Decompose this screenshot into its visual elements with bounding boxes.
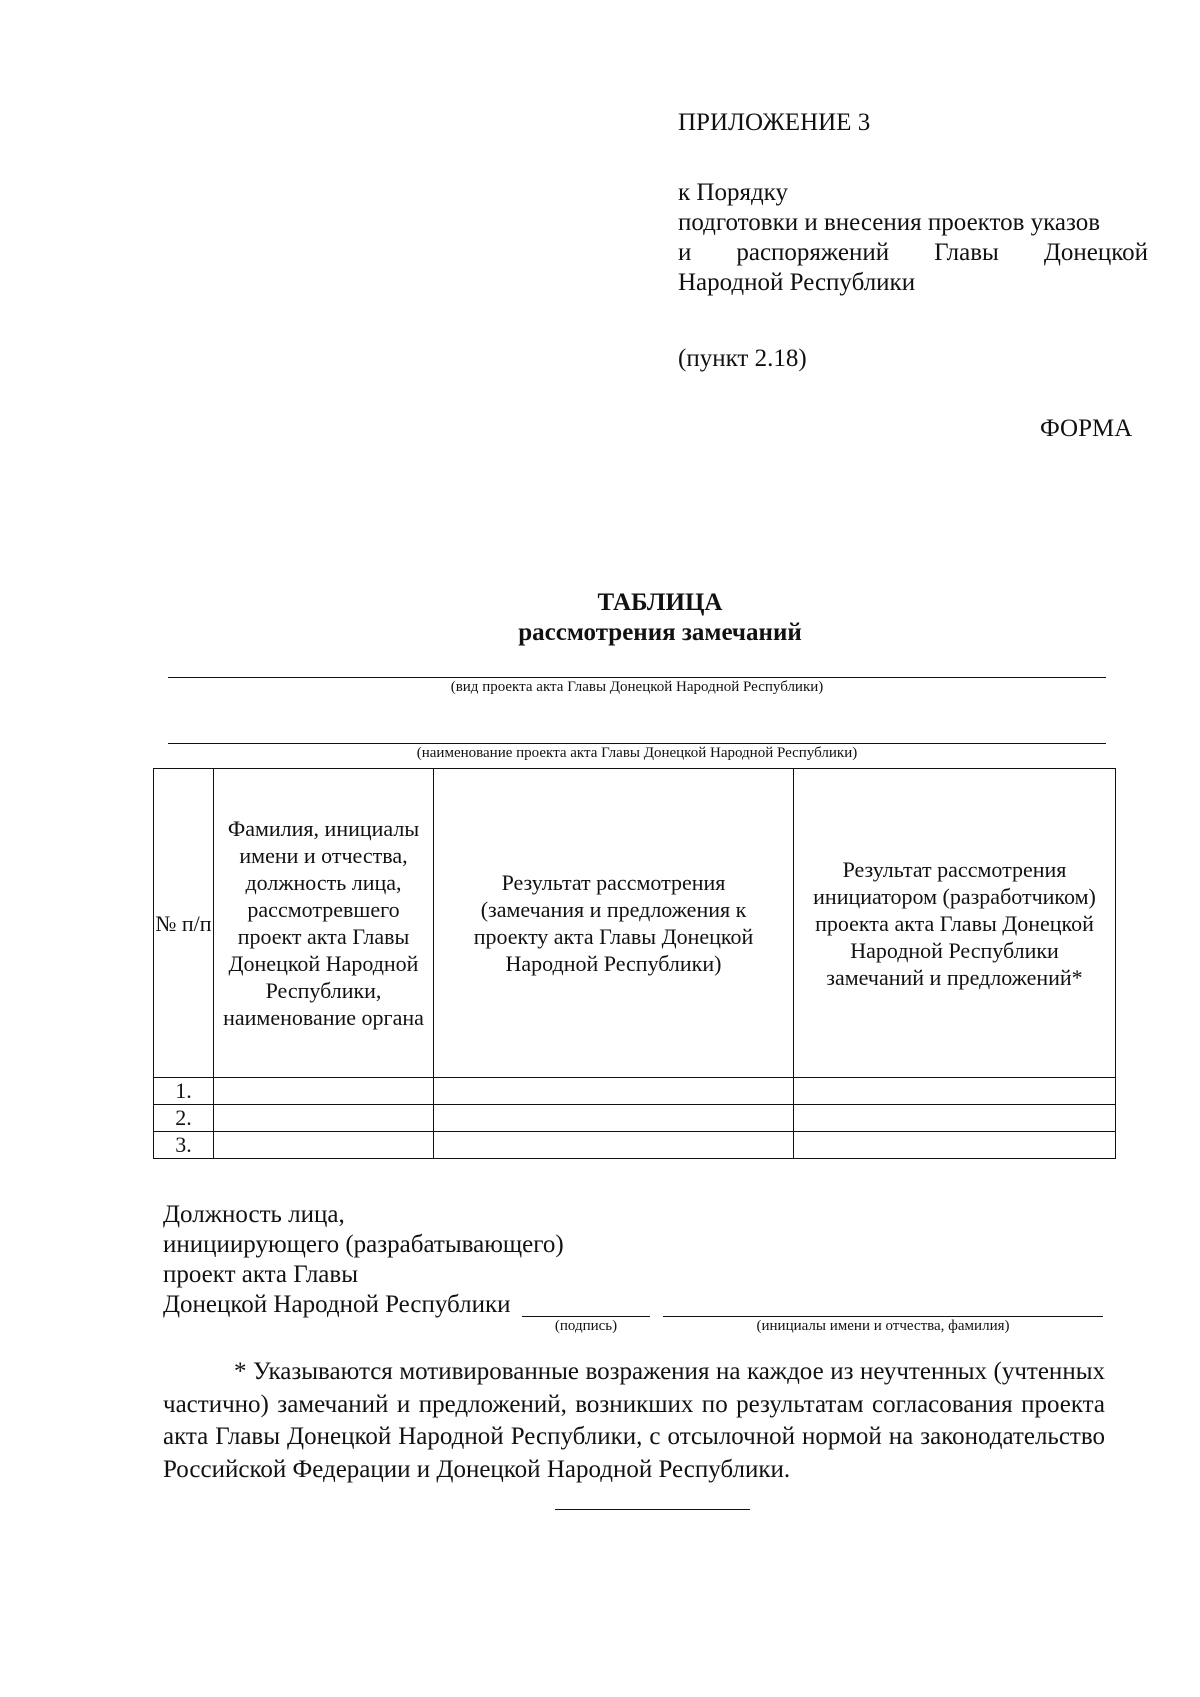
name-caption: (инициалы имени и отчества, фамилия) — [756, 1318, 1010, 1334]
form-label: ФОРМА — [1040, 415, 1133, 442]
header-initiator-result — [794, 769, 1116, 1078]
table-cell — [434, 1132, 794, 1159]
table-row — [154, 1078, 1116, 1105]
header-review-result-label: Результат рассмотрения (замечания и предложения к проекту акта Главы Донецкой Народной Республики) — [473, 870, 754, 976]
heading-subtitle: рассмотрения замечаний — [518, 619, 802, 646]
closing-separator — [555, 1509, 750, 1510]
heading-title: ТАБЛИЦА — [597, 589, 723, 616]
header-number — [154, 769, 214, 1078]
table-cell — [214, 1078, 434, 1105]
position-line: Донецкой Народной Республики — [163, 1291, 511, 1318]
row-number: 3. — [154, 1132, 214, 1159]
row-number: 1. — [154, 1078, 214, 1105]
footnote: * Указываются мотивированные возражения на каждое из неучтенных (учтенных частично) замечаний и предложений, возникших по результатам согласования проекта акта Главы Донецкой Народной Республики, с отсылочной нормой на законодательство Российской Федерации и Донецкой Народной Республики. — [163, 1358, 1105, 1483]
act-type-caption: (вид проекта акта Главы Донецкой Народной Республики) — [450, 679, 824, 695]
header-review-result — [434, 769, 794, 1078]
position-line: проект акта Главы — [163, 1261, 359, 1288]
appendix-clause: (пункт 2.18) — [678, 345, 807, 372]
table-cell — [794, 1105, 1116, 1132]
remarks-table — [153, 768, 1116, 1159]
signature-caption: (подпись) — [554, 1318, 618, 1334]
table-cell — [794, 1132, 1116, 1159]
table-header-row — [154, 769, 1116, 1078]
header-initiator-result-label: Результат рассмотрения инициатором (разработчиком) проекта акта Главы Донецкой Народной Республики замечаний и предложений* — [813, 856, 1096, 990]
header-reviewer — [214, 769, 434, 1078]
table-cell — [214, 1105, 434, 1132]
table-row — [154, 1132, 1116, 1159]
signatory-position — [163, 1200, 564, 1320]
table-cell — [434, 1105, 794, 1132]
header-reviewer-label: Фамилия, инициалы имени и отчества, должность лица, рассмотревшего проект акта Главы Донецкой Народной Республики, наименование органа — [223, 816, 424, 1030]
appendix-title: ПРИЛОЖЕНИЕ 3 — [678, 109, 871, 136]
appendix-ref-line: к Порядку — [678, 179, 788, 206]
table-cell — [434, 1078, 794, 1105]
position-line: инициирующего (разрабатывающего) — [163, 1231, 564, 1258]
table-row — [154, 1105, 1116, 1132]
table-cell — [214, 1132, 434, 1159]
appendix-reference — [678, 178, 1148, 298]
appendix-ref-line: Народной Республики — [678, 269, 916, 296]
row-number: 2. — [154, 1105, 214, 1132]
header-number-label: № п/п — [155, 910, 212, 936]
appendix-ref-line: подготовки и внесения проектов указов — [678, 209, 1101, 236]
position-line: Должность лица, — [163, 1201, 345, 1228]
appendix-ref-line: и распоряжений Главы Донецкой — [678, 239, 1148, 266]
table-cell — [794, 1078, 1116, 1105]
act-name-caption: (наименование проекта акта Главы Донецкой Народной Республики) — [416, 745, 858, 761]
table-heading — [0, 588, 1200, 648]
